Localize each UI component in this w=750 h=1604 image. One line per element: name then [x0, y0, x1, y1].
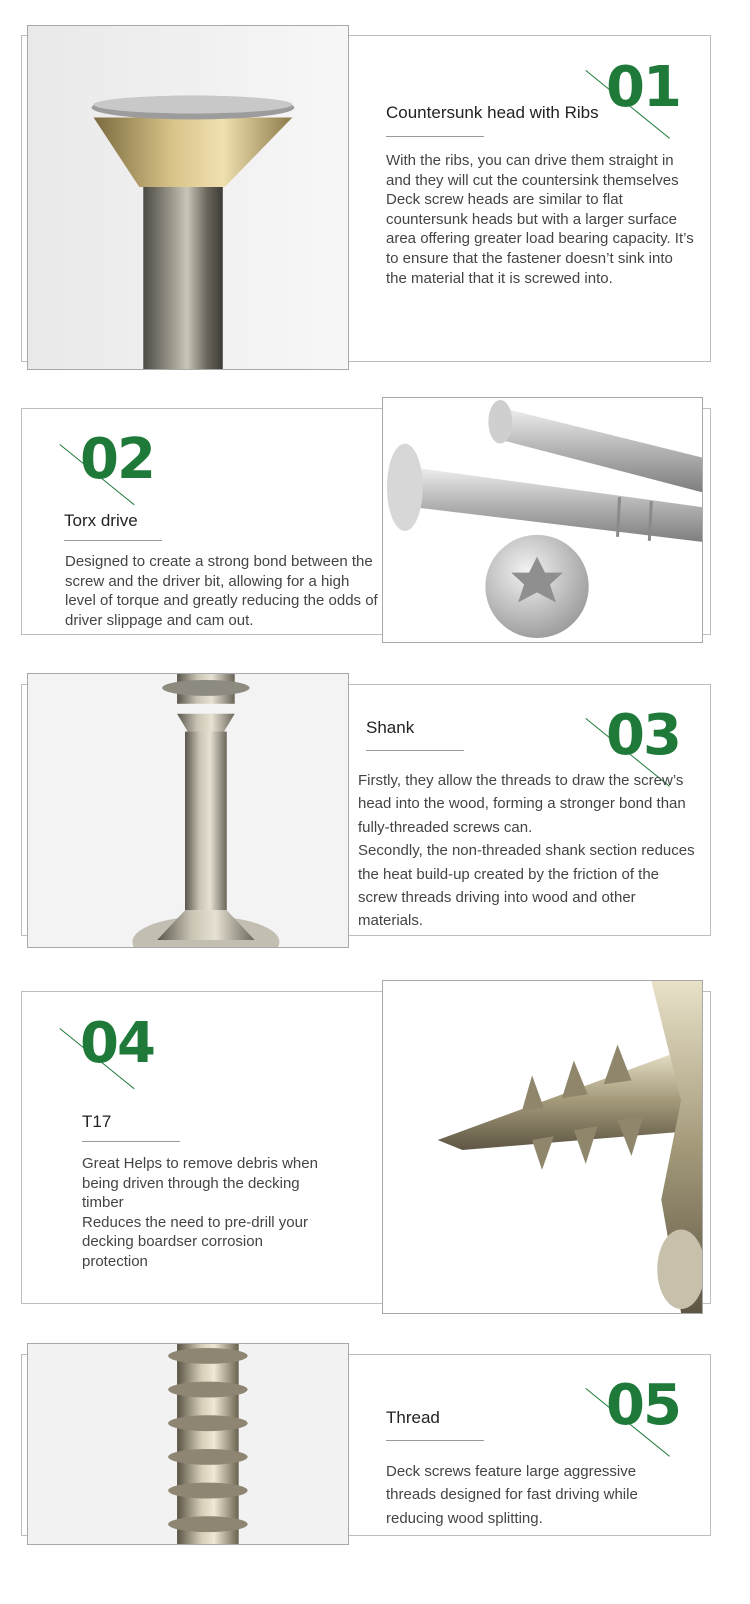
- thread-photo: [27, 1343, 349, 1545]
- title-underline: [366, 750, 464, 751]
- section-title: T17: [82, 1112, 112, 1131]
- description-paragraph: Firstly, they allow the threads to draw the screw’s head into the wood, forming a stronger bond than fully-threaded screws can.: [358, 772, 686, 836]
- title-underline: [82, 1141, 180, 1142]
- section-description: [82, 1154, 328, 1272]
- section-title: Countersunk head with Ribs: [386, 103, 599, 122]
- section-number: 04: [80, 1011, 154, 1076]
- title-underline: [386, 136, 484, 137]
- title-underline: [386, 1440, 484, 1441]
- description-paragraph: Secondly, the non-threaded shank section reduces the heat build-up created by the friction of the screw threads driving into wood and other materials.: [358, 842, 695, 930]
- description-paragraph: Reduces the need to pre-drill your decking boardser corrosion protection: [82, 1213, 308, 1270]
- torx-drive-photo: [382, 397, 703, 643]
- section-title: Thread: [386, 1408, 440, 1427]
- description-paragraph: Deck screws feature large aggressive threads designed for fast driving while reducing wood splitting.: [386, 1463, 638, 1527]
- countersunk-head-photo: [27, 25, 349, 370]
- section-number: 03: [606, 703, 680, 768]
- description-paragraph: Deck screw heads are similar to flat countersunk heads but with a larger surface area offering greater load bearing capacity. It’s to ensure that the fastener doesn’t sink into the material that it is screwed into.: [386, 191, 694, 287]
- section-description: [65, 552, 381, 630]
- section-title: Shank: [366, 718, 415, 737]
- description-paragraph: Designed to create a strong bond between the screw and the driver bit, allowing for a high level of torque and greatly reducing the odds of driver slippage and cam out.: [65, 553, 378, 629]
- description-paragraph: Great Helps to remove debris when being driven through the decking timber: [82, 1155, 318, 1212]
- description-paragraph: With the ribs, you can drive them straight in and they will cut the countersink themselves: [386, 152, 679, 189]
- section-description: [358, 769, 702, 933]
- section-description: [386, 151, 696, 288]
- t17-tip-photo: [382, 980, 703, 1314]
- section-title: Torx drive: [64, 511, 138, 530]
- section-number: 01: [606, 55, 680, 120]
- title-underline: [64, 540, 162, 541]
- section-description: [386, 1460, 686, 1530]
- section-number: 05: [606, 1373, 680, 1438]
- section-number: 02: [80, 427, 154, 492]
- shank-photo: [27, 673, 349, 948]
